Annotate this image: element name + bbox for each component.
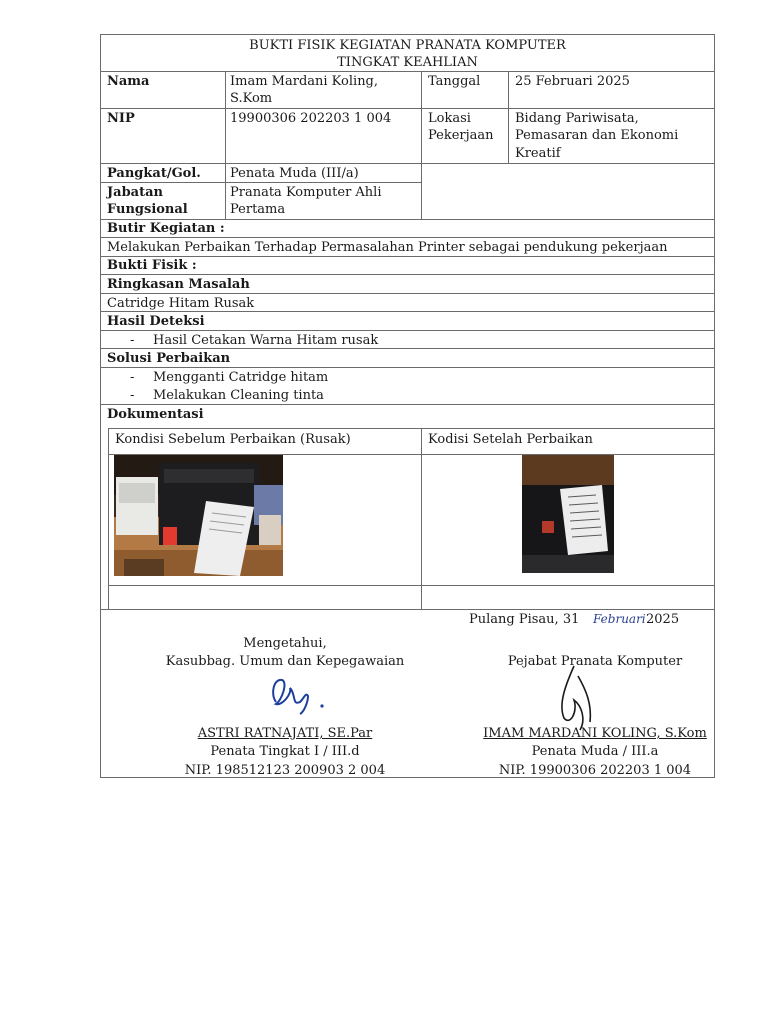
solusi-label: Solusi Perbaikan (107, 351, 231, 366)
nama-value: Imam Mardani Koling, (230, 74, 379, 89)
photo-before-repair (114, 455, 283, 576)
rule (100, 293, 715, 294)
rule (100, 182, 421, 183)
left-signer-nip: NIP. 198512123 200903 2 004 (184, 763, 386, 778)
sebelum-caption: Kondisi Sebelum Perbaikan (Rusak) (115, 432, 351, 447)
rule (100, 367, 715, 368)
rule (508, 71, 509, 163)
solusi-item: Mengganti Catridge hitam (153, 370, 329, 385)
rule (421, 428, 422, 609)
ringkasan-value: Catridge Hitam Rusak (107, 296, 255, 311)
jabatan-value-cont: Pertama (230, 202, 286, 217)
jabatan-value: Pranata Komputer Ahli (230, 185, 382, 200)
right-signer-nip: NIP. 19900306 202203 1 004 (498, 763, 692, 778)
lokasi-value: Bidang Pariwisata, (515, 111, 639, 126)
rule (100, 163, 715, 164)
solusi-item: Melakukan Cleaning tinta (153, 388, 324, 403)
tanggal-label: Tanggal (428, 74, 481, 89)
hasil-label: Hasil Deteksi (107, 314, 205, 329)
rule (100, 237, 715, 238)
place-date-prefix: Pulang Pisau, 31 (469, 612, 580, 627)
signature-right (552, 660, 602, 732)
butir-label: Butir Kegiatan : (107, 221, 225, 236)
rule (108, 428, 715, 429)
rule (108, 585, 715, 586)
rule (100, 330, 715, 331)
nama-value-cont: S.Kom (230, 91, 273, 106)
rule (100, 108, 715, 109)
rule (225, 71, 226, 219)
dokumentasi-label: Dokumentasi (107, 407, 204, 422)
lokasi-value-cont: Pemasaran dan Ekonomi (515, 128, 679, 143)
pangkat-value: Penata Muda (III/a) (230, 166, 359, 181)
left-signer-position: Kasubbag. Umum dan Kepegawaian (165, 654, 405, 669)
document-title: BUKTI FISIK KEGIATAN PRANATA KOMPUTER (249, 38, 566, 53)
jabatan-label-cont: Fungsional (107, 202, 188, 217)
rule (100, 71, 715, 72)
bullet: - (130, 370, 135, 385)
photo-after-repair (522, 455, 614, 573)
rule (421, 71, 422, 219)
rule (100, 274, 715, 275)
place-date-year: 2025 (646, 612, 680, 627)
rule (100, 609, 715, 610)
hasil-item: Hasil Cetakan Warna Hitam rusak (153, 333, 379, 348)
jabatan-label: Jabatan (107, 185, 163, 200)
right-signer-name: IMAM MARDANI KOLING, S.Kom (483, 726, 707, 741)
lokasi-value-cont: Kreatif (515, 146, 561, 161)
ringkasan-label: Ringkasan Masalah (107, 277, 250, 292)
left-signer-name: ASTRI RATNAJATI, SE.Par (197, 726, 373, 741)
setelah-caption: Kodisi Setelah Perbaikan (428, 432, 593, 447)
acknowledged-label: Mengetahui, (243, 636, 327, 651)
rule (100, 404, 715, 405)
nama-label: Nama (107, 74, 150, 89)
lokasi-label-cont: Pekerjaan (428, 128, 494, 143)
right-signer-position: Pejabat Pranata Komputer (507, 654, 683, 669)
nip-label: NIP (107, 111, 135, 126)
pangkat-label: Pangkat/Gol. (107, 166, 201, 181)
nip-value: 19900306 202203 1 004 (230, 111, 392, 126)
bukti-label: Bukti Fisik : (107, 258, 197, 273)
handwritten-month: Februari (593, 612, 646, 626)
lokasi-label: Lokasi (428, 111, 471, 126)
left-signer-rank: Penata Tingkat I / III.d (210, 744, 360, 759)
rule (108, 428, 109, 609)
bullet: - (130, 388, 135, 403)
signature-left (262, 672, 332, 716)
butir-value: Melakukan Perbaikan Terhadap Permasalahan Printer sebagai pendukung pekerjaan (107, 240, 668, 255)
bullet: - (130, 333, 135, 348)
tanggal-value: 25 Februari 2025 (515, 74, 630, 89)
document-subtitle: TINGKAT KEAHLIAN (337, 55, 478, 70)
right-signer-rank: Penata Muda / III.a (531, 744, 659, 759)
